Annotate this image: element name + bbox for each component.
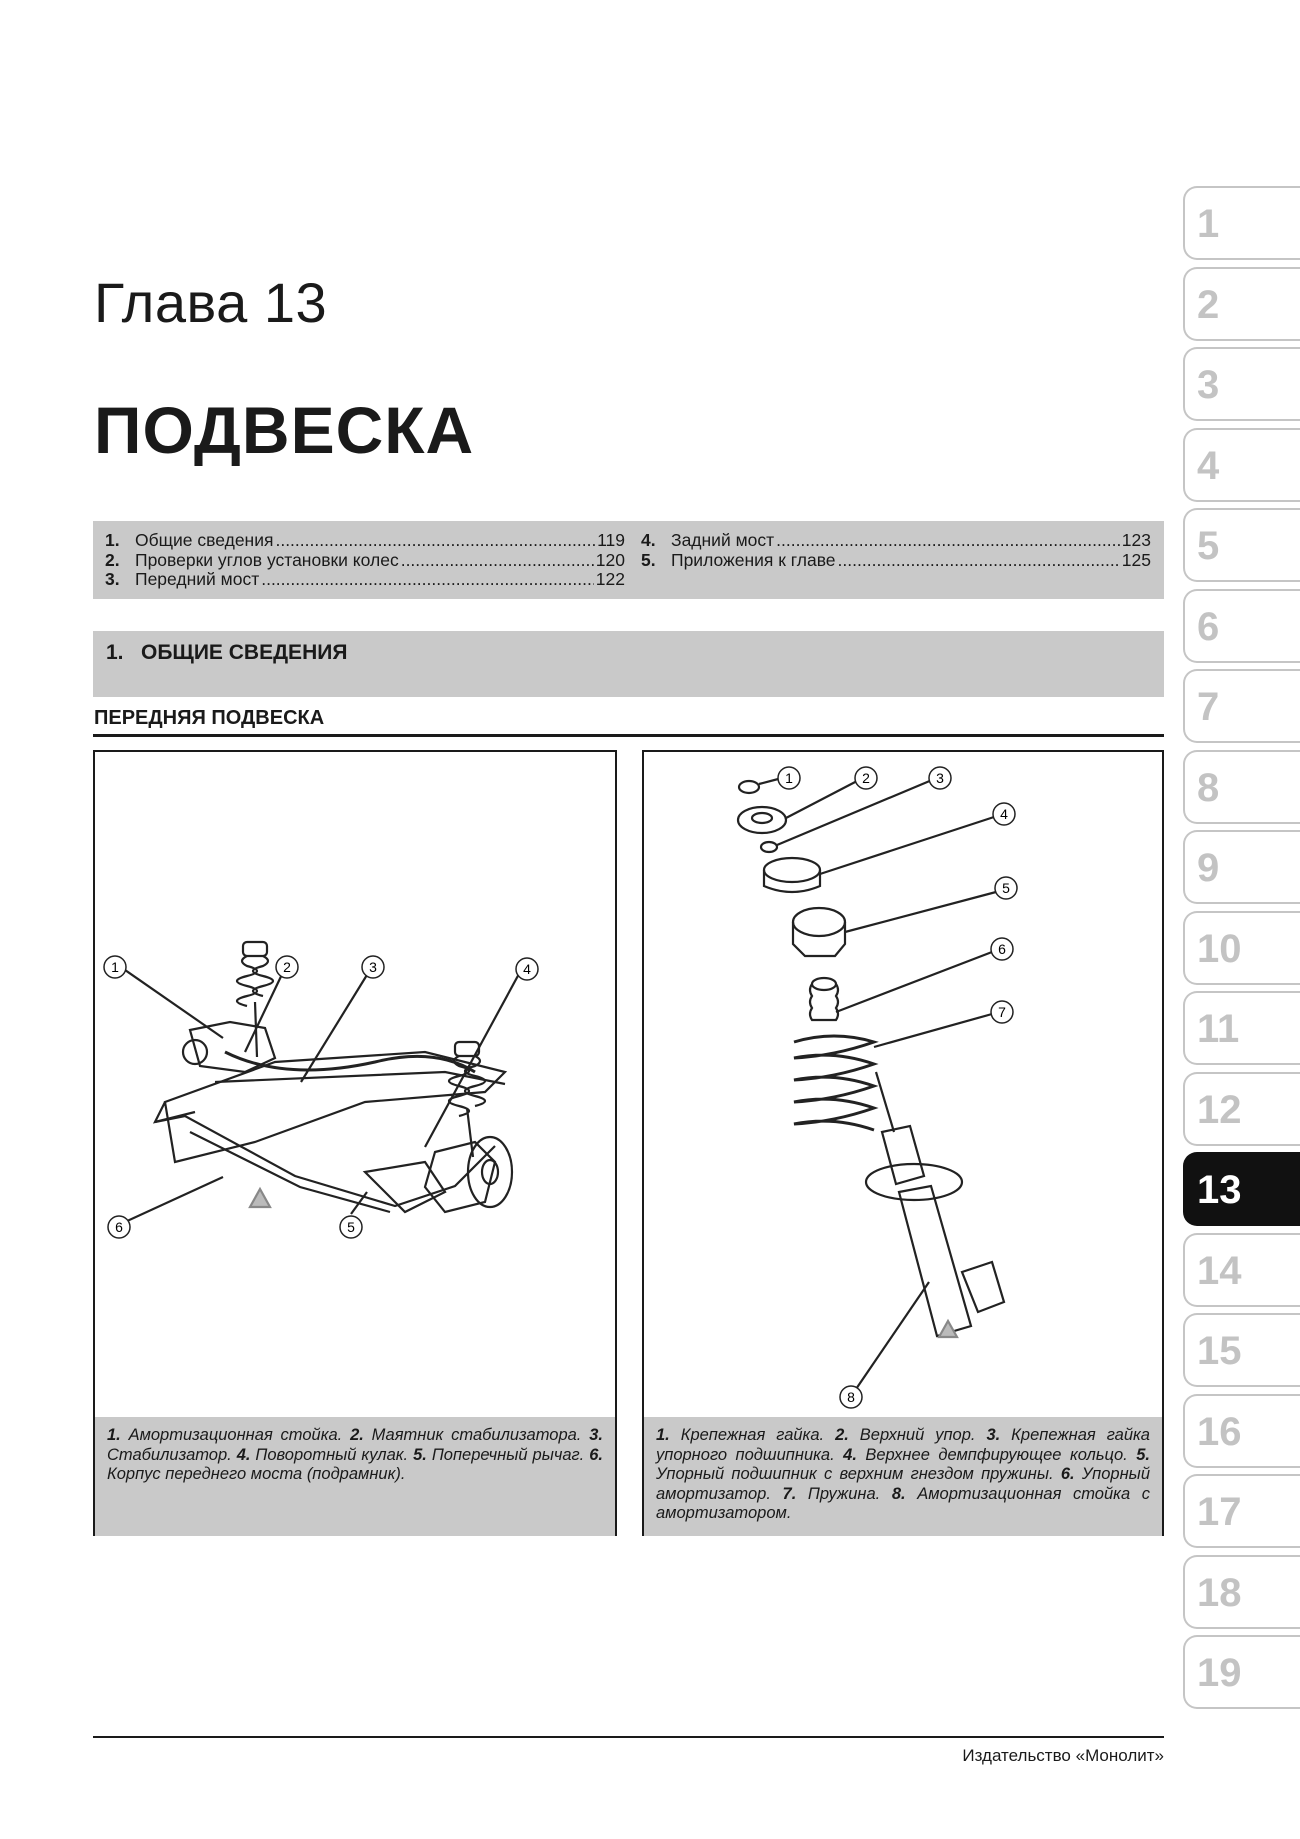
toc-title: Проверки углов установки колес [135, 549, 399, 570]
chapter-tab-17[interactable] [1183, 1474, 1300, 1548]
callout-label: 2 [283, 959, 291, 975]
callout-label: 4 [523, 961, 531, 977]
toc-page: 122 [595, 569, 625, 589]
callout-label: 3 [369, 959, 377, 975]
caption-text: Корпус переднего моста (подрамник). [107, 1465, 406, 1483]
toc-title: Общие сведения [135, 530, 274, 550]
callout-label: 1 [785, 770, 793, 786]
callout-label: 4 [1000, 806, 1008, 822]
chapter-tab-10[interactable] [1183, 911, 1300, 985]
caption-num: 4. [236, 1445, 251, 1464]
chapter-tab-15[interactable] [1183, 1313, 1300, 1387]
subsection-rule [93, 734, 1164, 737]
tab-label: 10 [1197, 926, 1242, 971]
chapter-tab-6[interactable] [1183, 589, 1300, 663]
figure-front-axle [93, 750, 617, 1536]
tab-label: 16 [1197, 1409, 1242, 1454]
toc-title: Приложения к главе [671, 549, 836, 570]
section-title: ОБЩИЕ СВЕДЕНИЯ [141, 641, 348, 664]
chapter-tab-3[interactable] [1183, 347, 1300, 421]
chapter-tab-2[interactable] [1183, 267, 1300, 341]
caption-text: Стабилизатор. [107, 1445, 232, 1464]
tab-label: 6 [1197, 604, 1220, 649]
toc-row[interactable] [641, 531, 1151, 551]
toc-title: Задний мост [671, 530, 775, 550]
caption-text: Поворотный кулак. [255, 1445, 409, 1464]
tab-label: 5 [1197, 524, 1220, 568]
toc-page: 119 [597, 530, 625, 550]
tab-label: 18 [1197, 1570, 1242, 1615]
toc-num: 4. [641, 530, 656, 550]
callout-label: 6 [998, 941, 1006, 957]
chapter-label: Глава 13 [94, 271, 328, 334]
caption-num: 6. [589, 1445, 603, 1464]
toc-num: 1. [105, 530, 120, 550]
toc-row[interactable] [641, 551, 1151, 571]
caption-text: Крепежная гайка. [680, 1426, 825, 1444]
caption-num: 4. [843, 1445, 857, 1464]
caption-text: Амортизационная стойка с амортизатором. [656, 1484, 1150, 1522]
callout-label: 1 [111, 959, 119, 975]
section-number: 1. [106, 641, 124, 664]
caption-num: 2. [835, 1426, 849, 1444]
toc-row[interactable] [105, 551, 625, 571]
toc-dots [838, 551, 1120, 571]
tab-label: 19 [1197, 1651, 1242, 1695]
tab-label: 1 [1197, 202, 1220, 246]
figure-art-strut [644, 752, 1162, 1419]
caption-num: 5. [413, 1445, 427, 1464]
tab-label: 9 [1197, 846, 1220, 890]
chapter-tab-14[interactable] [1183, 1233, 1300, 1307]
tab-label: 17 [1197, 1490, 1242, 1534]
toc-dots [261, 570, 594, 590]
section-heading-bar [93, 631, 1164, 697]
caption-text: Поперечный рычаг. [431, 1445, 585, 1464]
tab-label: 2 [1197, 282, 1220, 327]
tab-label: 11 [1197, 1007, 1240, 1051]
toc-page: 123 [1121, 530, 1151, 550]
chapter-tab-5[interactable] [1183, 508, 1300, 582]
chapter-tab-19[interactable] [1183, 1635, 1300, 1709]
chapter-tab-9[interactable] [1183, 830, 1300, 904]
caption-num: 1. [107, 1426, 121, 1444]
callout-label: 6 [115, 1219, 123, 1235]
caption-text: Упорный амортизатор. [656, 1465, 1151, 1503]
caption-num: 3. [589, 1426, 603, 1444]
caption-num: 8. [891, 1484, 906, 1503]
toc-num: 3. [105, 569, 120, 589]
caption-text: Пружина. [807, 1484, 881, 1503]
toc-row[interactable] [105, 570, 625, 590]
tab-label: 8 [1197, 765, 1220, 810]
strut-exploded-drawing [644, 752, 1162, 1417]
table-of-contents [93, 521, 1164, 599]
callout-label: 5 [1002, 880, 1010, 896]
publisher-footer: Издательство «Монолит» [962, 1746, 1164, 1765]
caption-num: 2. [350, 1426, 364, 1444]
chapter-tab-16[interactable] [1183, 1394, 1300, 1468]
toc-title: Передний мост [135, 569, 260, 589]
figure-caption-strut [644, 1417, 1162, 1536]
chapter-tab-7[interactable] [1183, 669, 1300, 743]
figure-art-front-axle [95, 752, 615, 1419]
caption-text: Верхнее демпфирующее кольцо. [865, 1445, 1128, 1464]
caption-num: 7. [782, 1484, 797, 1503]
toc-dots [275, 531, 595, 551]
toc-num: 2. [105, 549, 120, 570]
caption-text: Амортизационная стойка. [128, 1426, 343, 1444]
figure-caption-front-axle [95, 1417, 615, 1536]
chapter-tab-18[interactable] [1183, 1555, 1300, 1629]
callout-label: 8 [847, 1389, 855, 1405]
toc-page: 120 [595, 549, 625, 570]
tab-label: 7 [1197, 685, 1220, 729]
tab-label: 13 [1197, 1168, 1242, 1212]
chapter-tab-12[interactable] [1183, 1072, 1300, 1146]
caption-text: Крепежная гайка упорного подшипника. [656, 1426, 1150, 1464]
tab-label: 15 [1197, 1329, 1242, 1373]
callout-label: 3 [936, 770, 944, 786]
chapter-tab-11[interactable] [1183, 991, 1300, 1065]
toc-row[interactable] [105, 531, 625, 551]
toc-column-left [105, 531, 625, 590]
chapter-title: ПОДВЕСКА [94, 393, 475, 467]
tab-label: 3 [1197, 363, 1220, 407]
front-axle-drawing [95, 752, 615, 1417]
callout-label: 2 [862, 770, 870, 786]
callout-label: 5 [347, 1219, 355, 1235]
caption-num: 5. [1136, 1445, 1150, 1464]
toc-num: 5. [641, 549, 656, 570]
caption-text: Маятник стабилизатора. [371, 1426, 582, 1444]
toc-dots [776, 531, 1120, 551]
caption-num: 6. [1060, 1465, 1075, 1483]
callout-label: 7 [998, 1004, 1006, 1020]
toc-dots [401, 551, 594, 571]
tab-label: 14 [1197, 1248, 1242, 1293]
caption-num: 3. [986, 1426, 1001, 1444]
caption-num: 1. [656, 1426, 670, 1444]
figure-strut-assembly [642, 750, 1164, 1536]
toc-page: 125 [1121, 549, 1151, 570]
footer-rule [93, 1736, 1164, 1738]
toc-column-right [641, 531, 1151, 570]
chapter-tab-8[interactable] [1183, 750, 1300, 824]
subsection-heading: ПЕРЕДНЯЯ ПОДВЕСКА [94, 707, 325, 729]
chapter-tab-13-active[interactable] [1183, 1152, 1300, 1226]
chapter-tab-4[interactable] [1183, 428, 1300, 502]
tab-label: 12 [1197, 1087, 1242, 1132]
tab-label: 4 [1197, 443, 1220, 488]
caption-text: Верхний упор. [859, 1426, 976, 1444]
caption-text: Упорный подшипник с верхним гнездом пружины. [656, 1465, 1054, 1483]
chapter-tab-1[interactable] [1183, 186, 1300, 260]
